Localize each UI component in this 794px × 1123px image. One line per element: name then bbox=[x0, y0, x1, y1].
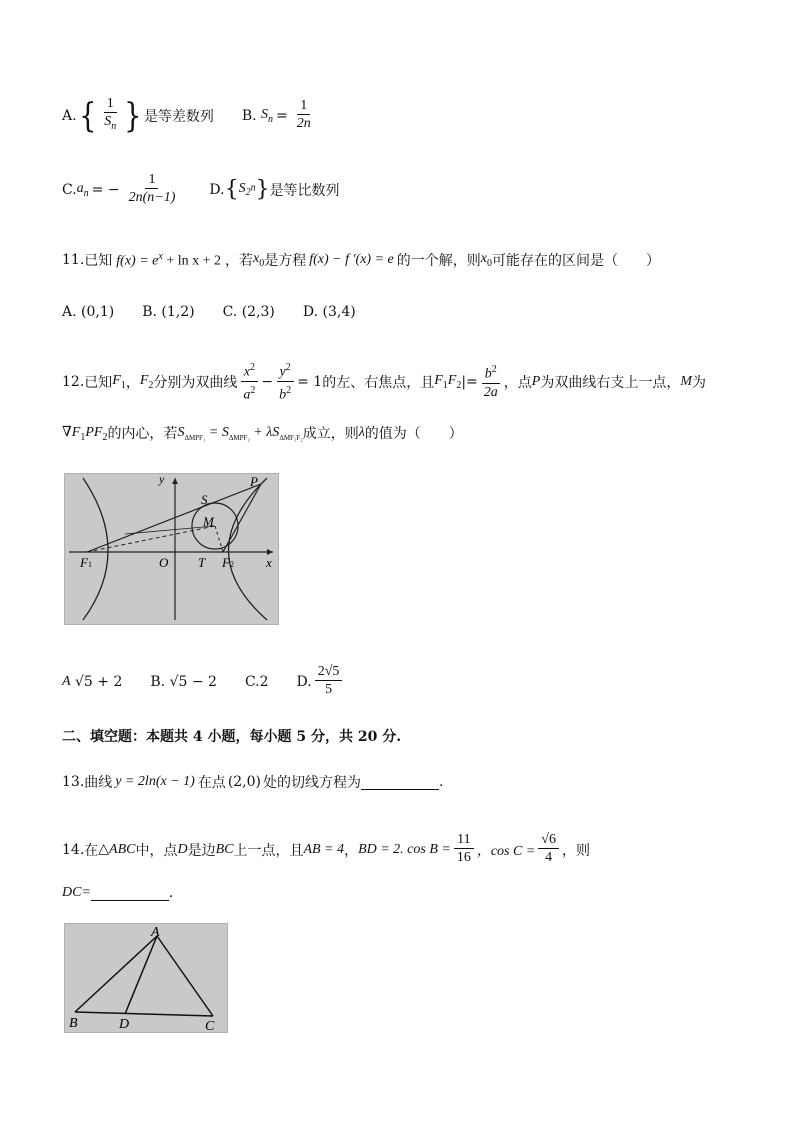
q11-option-a[interactable]: A. (0,1) bbox=[62, 304, 115, 320]
hyperbola-diagram bbox=[65, 474, 278, 624]
q11-stem: 11. 已知 $f(x) = e^x + \ln x + 2$ ，若 $x_0$ 是方程 f(x) − f ′(x) = e 的一个解，则 $x_0$ 可能存在的区间是（ ） bbox=[62, 250, 660, 269]
svg-text:D: D bbox=[119, 1017, 130, 1032]
q14-stem-line-1: 14. 在 △ABC 中，点 D 是边 BC 上一点，且 AB = 4 ， BD = 2 . cos B = $\frac{11}{16}$ ，cos C = $\frac{√6}{4}$ ，则 bbox=[62, 832, 590, 865]
q12-option-a[interactable]: A √5 + 2 bbox=[62, 673, 123, 690]
q12-option-b[interactable]: B. √5 − 2 bbox=[150, 673, 217, 690]
q12-option-d[interactable]: D. $\frac{2√5}{5}$ bbox=[297, 664, 346, 699]
q10-option-b[interactable]: B. $S_n$ = $\frac{1}{2n}$ bbox=[241, 98, 311, 132]
svg-text:P: P bbox=[250, 474, 258, 489]
svg-text:F1: F1 bbox=[80, 555, 92, 570]
svg-text:F2: F2 bbox=[222, 555, 234, 570]
q11-option-c[interactable]: C. (2,3) bbox=[222, 304, 275, 320]
q14-triangle-figure bbox=[64, 923, 228, 1033]
q14-stem-line-2: DC= . bbox=[62, 885, 174, 901]
triangle-diagram bbox=[65, 924, 227, 1032]
q10-option-c[interactable]: C. $a_n$ = − $\frac{1}{2n(n-1)}$ bbox=[62, 172, 176, 205]
q10-option-d[interactable]: D. { $S_{2^n}$ } 是等比数列 bbox=[209, 177, 340, 202]
fraction: $\frac{1}{S_n}$ bbox=[104, 96, 117, 132]
svg-text:M: M bbox=[203, 514, 214, 529]
q11-option-b[interactable]: B. (1,2) bbox=[142, 304, 195, 320]
svg-text:C: C bbox=[205, 1019, 215, 1032]
svg-text:T: T bbox=[198, 555, 206, 570]
section-title: 二、填空题：本题共 4 小题，每小题 5 分，共 20 分. bbox=[62, 729, 402, 745]
svg-text:y: y bbox=[159, 474, 165, 486]
svg-text:S: S bbox=[201, 492, 208, 507]
q13-answer-blank[interactable] bbox=[361, 775, 439, 790]
svg-text:B: B bbox=[69, 1016, 78, 1031]
q12-option-c[interactable]: C.2 bbox=[244, 673, 269, 690]
q13-stem: 13. 曲线 y = 2ln(x − 1) 在点 (2,0) 处的切线方程为 . bbox=[62, 774, 444, 791]
q12-options bbox=[62, 664, 373, 699]
q12-stem-line-1: 12. 已知 $F_1$ ， $F_2$ 分别为双曲线 $\frac{x^2}{a^2}$ − $\frac{y^2}{b^2}$ = 1 的左、右焦点，且 $F_1F_2$ |= $\frac{b^2}{2a}$ ，点 P 为双曲线右支上一点， M 为 bbox=[62, 362, 707, 403]
svg-text:A: A bbox=[151, 925, 160, 940]
svg-text:x: x bbox=[266, 555, 272, 570]
q10-options-row-2 bbox=[62, 172, 368, 207]
q12-hyperbola-figure bbox=[64, 473, 279, 625]
q10-option-a[interactable]: A. { $\frac{1}{S_n}$ } 是等差数列 bbox=[62, 95, 214, 136]
q14-answer-blank[interactable] bbox=[91, 886, 169, 901]
q11-option-d[interactable]: D. (3,4) bbox=[302, 304, 356, 320]
svg-text:O: O bbox=[159, 555, 169, 570]
q11-options bbox=[62, 304, 384, 320]
q10-options-row-1 bbox=[62, 96, 345, 136]
q12-stem-line-2: $\nabla F_1PF_2$ 的内心，若 $S_{\Delta MPF_1} = S_{\Delta MPF_2} + \lambda S_{\Delta MF_1F_2}$ 成立，则 λ 的值为（ ） bbox=[62, 424, 463, 443]
